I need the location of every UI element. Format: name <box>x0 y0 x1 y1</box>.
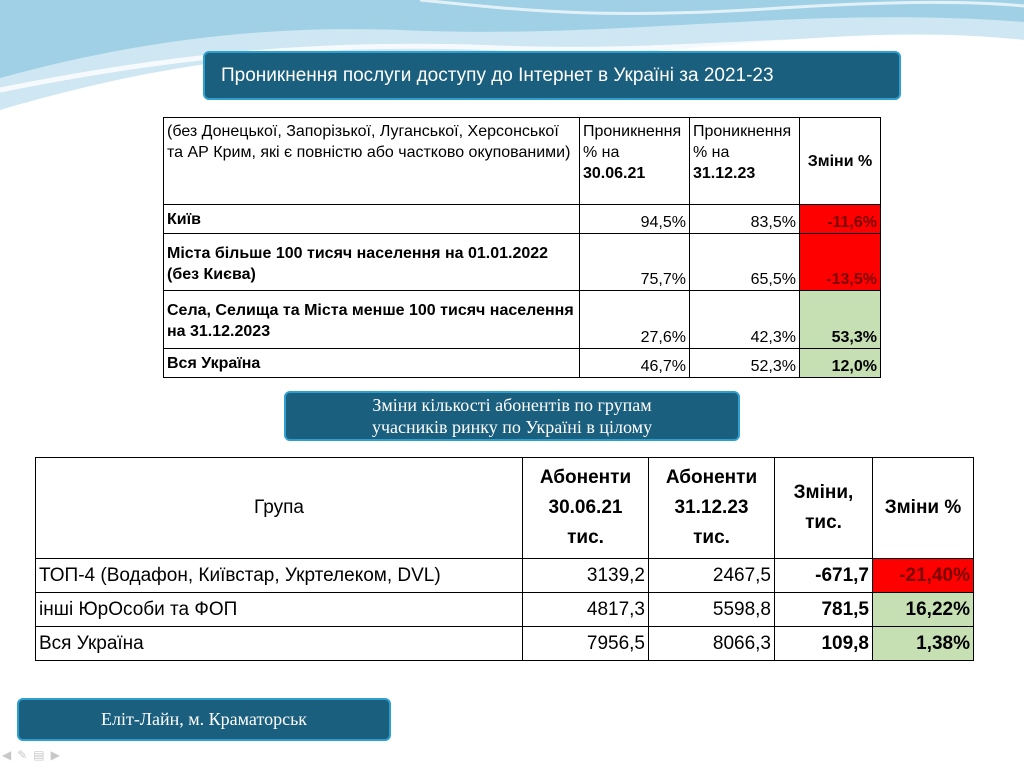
table-row <box>36 559 974 593</box>
row-value-2021: 27,6% <box>580 291 690 349</box>
table-row <box>164 349 881 378</box>
header-line: тис. <box>693 527 730 548</box>
header-col-2023 <box>690 118 800 205</box>
row-subscribers-2021: 4817,3 <box>523 593 649 627</box>
row-change: -13,5% <box>800 234 881 291</box>
row-label: Київ <box>164 205 580 234</box>
prev-arrow-icon[interactable]: ◀ <box>2 748 12 762</box>
row-value-2021: 94,5% <box>580 205 690 234</box>
header-col-2021 <box>580 118 690 205</box>
header-col-change-percent: Зміни % <box>873 458 974 559</box>
footer-text: Еліт-Лайн, м. Краматорськ <box>100 709 308 729</box>
row-group: ТОП-4 (Водафон, Київстар, Укртелеком, DVL) <box>36 559 523 593</box>
row-change: -11,6% <box>800 205 881 234</box>
row-value-2021: 46,7% <box>580 349 690 378</box>
page-title-banner <box>203 51 901 100</box>
row-change: 53,3% <box>800 291 881 349</box>
row-value-2023: 65,5% <box>690 234 800 291</box>
row-change-thousands: 109,8 <box>775 627 873 661</box>
table-row <box>164 291 881 349</box>
table-row <box>164 234 881 291</box>
page-title: Проникнення послуги доступу до Інтернет в Україні за 2021-23 <box>221 64 774 86</box>
subtitle-line-1: Зміни кількості абонентів по групам <box>372 395 652 415</box>
header-line: Зміни, <box>793 482 854 503</box>
footer-banner <box>17 698 391 741</box>
header-col-subscribers-2021 <box>523 458 649 559</box>
table-row <box>36 593 974 627</box>
table-row <box>36 627 974 661</box>
subtitle-banner <box>284 391 740 441</box>
row-subscribers-2021: 7956,5 <box>523 627 649 661</box>
penetration-table <box>163 117 881 378</box>
row-subscribers-2023: 2467,5 <box>649 559 775 593</box>
row-subscribers-2021: 3139,2 <box>523 559 649 593</box>
row-value-2023: 42,3% <box>690 291 800 349</box>
row-subscribers-2023: 8066,3 <box>649 627 775 661</box>
row-group: Вся Україна <box>36 627 523 661</box>
header-col-subscribers-2023 <box>649 458 775 559</box>
header-line: тис. <box>805 512 842 533</box>
next-arrow-icon[interactable]: ▶ <box>50 748 60 762</box>
row-value-2021: 75,7% <box>580 234 690 291</box>
header-col-2021-date: 30.06.21 <box>583 165 646 182</box>
subscribers-table <box>35 457 974 661</box>
row-change-percent: 1,38% <box>873 627 974 661</box>
header-line: 31.12.23 <box>674 497 749 518</box>
row-label: Села, Селища та Міста менше 100 тисяч населення на 31.12.2023 <box>164 291 580 349</box>
header-col-2023-label: Проникнення % на <box>693 123 792 161</box>
row-change: 12,0% <box>800 349 881 378</box>
menu-icon[interactable]: ▤ <box>33 748 45 762</box>
header-col-2021-label: Проникнення % на <box>583 123 682 161</box>
header-line: Абоненти <box>665 467 758 488</box>
header-col-group: Група <box>36 458 523 559</box>
table-header-row <box>36 458 974 559</box>
header-note: (без Донецької, Запорізької, Луганської, Херсонської та АР Крим, які є повністю або частково окупованими) <box>164 118 580 205</box>
row-label: Вся Україна <box>164 349 580 378</box>
row-value-2023: 52,3% <box>690 349 800 378</box>
subtitle-line-2: учасників ринку по Україні в цілому <box>371 417 653 437</box>
row-change-thousands: -671,7 <box>775 559 873 593</box>
row-change-thousands: 781,5 <box>775 593 873 627</box>
row-value-2023: 83,5% <box>690 205 800 234</box>
table-header-row <box>164 118 881 205</box>
header-line: тис. <box>567 527 604 548</box>
row-subscribers-2023: 5598,8 <box>649 593 775 627</box>
slide-nav-controls <box>2 748 60 762</box>
row-change-percent: 16,22% <box>873 593 974 627</box>
header-line: Абоненти <box>539 467 632 488</box>
pen-icon[interactable]: ✎ <box>17 748 28 762</box>
row-change-percent: -21,40% <box>873 559 974 593</box>
header-col-2023-date: 31.12.23 <box>693 165 756 182</box>
row-group: інші ЮрОсоби та ФОП <box>36 593 523 627</box>
table-row <box>164 205 881 234</box>
row-label: Міста більше 100 тисяч населення на 01.01.2022 (без Києва) <box>164 234 580 291</box>
header-line: 30.06.21 <box>548 497 623 518</box>
header-col-change-thousands <box>775 458 873 559</box>
header-col-change: Зміни % <box>800 118 881 205</box>
